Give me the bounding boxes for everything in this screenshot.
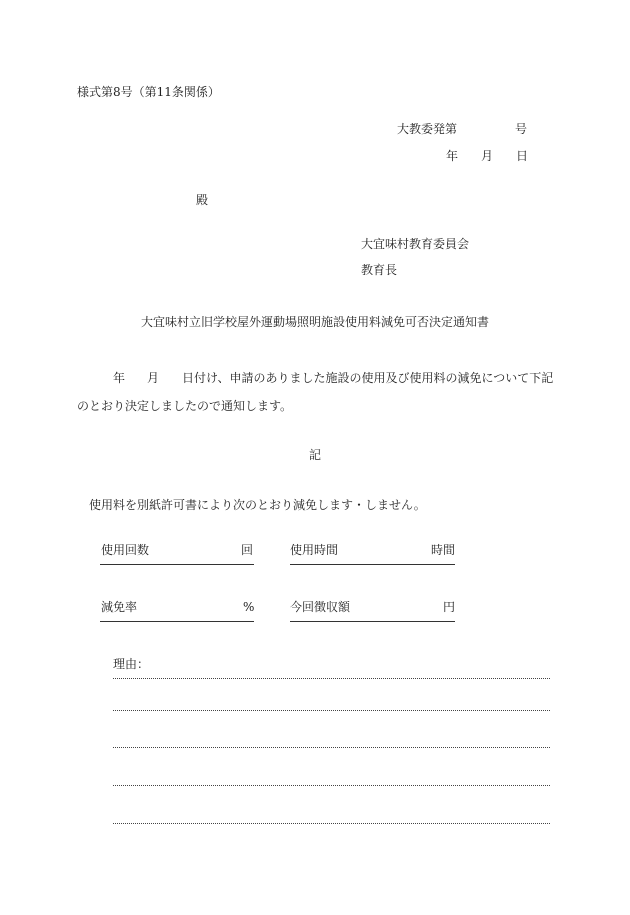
reason-label: 理由： <box>113 657 150 671</box>
decision-statement: 使用料を別紙許可書により次のとおり減免します・しません。 <box>89 498 426 512</box>
body-line1: 日付け、申請のありました施設の使用及び使用料の減免について下記 <box>182 371 554 385</box>
document-title: 大宜味村立旧学校屋外運動場照明施設使用料減免可否決定通知書 <box>141 315 490 329</box>
reason-line <box>113 785 550 786</box>
date-year: 年 <box>446 149 459 163</box>
ki-heading: 記 <box>309 448 322 462</box>
date-day: 日 <box>516 149 529 163</box>
issue-number-prefix: 大教委発第 <box>397 122 458 136</box>
field-label: 使用時間 <box>290 543 339 557</box>
issuer-title: 教育長 <box>361 263 398 277</box>
issuer-organization: 大宜味村教育委員会 <box>361 237 470 251</box>
field-underline <box>290 564 455 565</box>
field-label: 今回徴収額 <box>290 600 351 614</box>
body-date-month: 月 <box>147 371 160 385</box>
field-underline <box>290 621 455 622</box>
reason-line <box>113 710 550 711</box>
form-number: 様式第8号（第11条関係） <box>77 85 220 99</box>
body-date-year: 年 <box>113 371 126 385</box>
field-unit: 円 <box>443 600 456 614</box>
field-unit: % <box>243 600 255 614</box>
reason-line <box>113 678 550 679</box>
field-unit: 時間 <box>431 543 456 557</box>
field-label: 減免率 <box>101 600 138 614</box>
body-line2: のとおり決定しましたので通知します。 <box>77 399 293 413</box>
field-unit: 回 <box>241 543 254 557</box>
addressee-honorific: 殿 <box>196 193 209 207</box>
date-month: 月 <box>481 149 494 163</box>
issue-number-suffix: 号 <box>515 122 528 136</box>
reason-line <box>113 747 550 748</box>
field-underline <box>100 621 254 622</box>
reason-line <box>113 823 550 824</box>
field-underline <box>100 564 254 565</box>
field-label: 使用回数 <box>101 543 150 557</box>
